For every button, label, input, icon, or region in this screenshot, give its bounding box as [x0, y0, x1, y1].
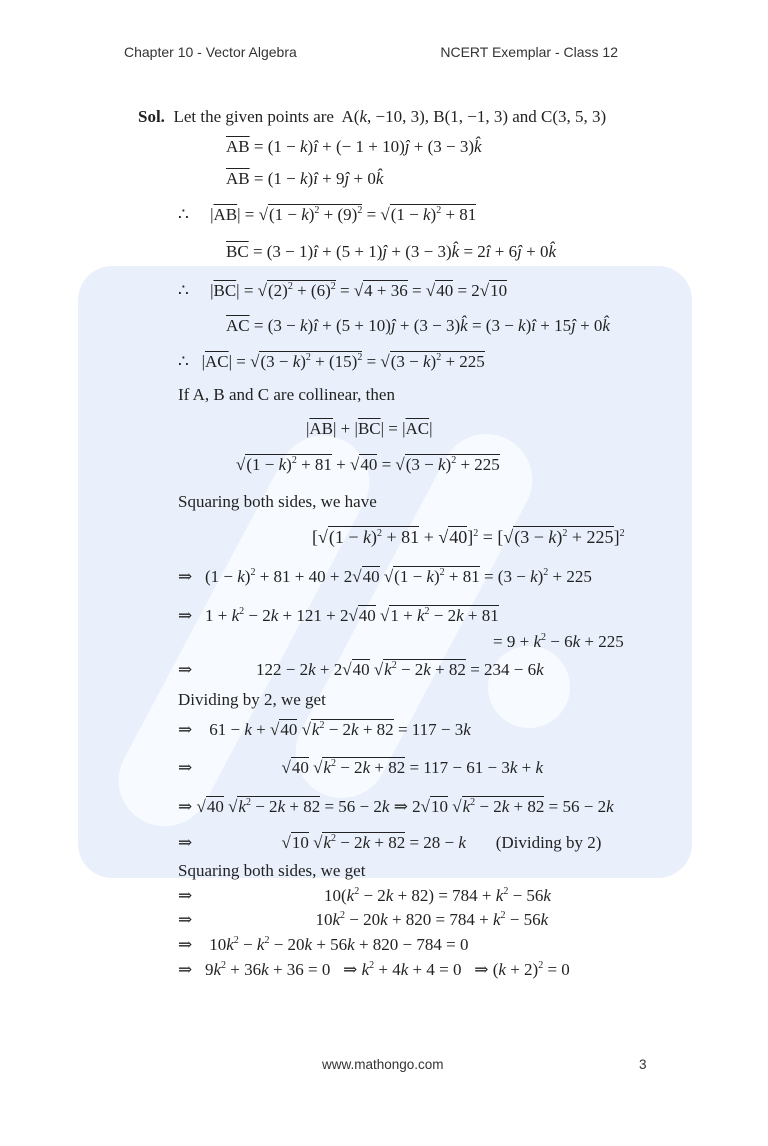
math-line: $\overline{AC} = (3$ − k)î + (5 + 10)ĵ + (3 − 3)k̂ = (3 − k)î + 15ĵ + 0k̂ [226, 316, 610, 335]
text-line: Dividing by 2, we get [178, 690, 326, 709]
math-line: ∴ $|\overline{AC}| = √(3 - k)^2 + (15)^2 = √(3 - k)^2 + 225$ [178, 352, 485, 371]
math-line: ⇒ √10 $√k^2 - 2k + 82 = 28 - k$ (Dividing by 2) [178, 833, 602, 852]
website-link[interactable]: www.mathongo.com [322, 1057, 444, 1072]
text-line: Squaring both sides, we get [178, 861, 366, 880]
math-line: ⇒ 61 − k + √40 $√k^2 - 2k + 82 = 117 - 3k$ [178, 720, 471, 739]
math-line: ⇒ $10k^2 - k^2 - 20k + 56k + 820 - 784 = 0$ [178, 935, 469, 954]
math-line: $\overline{AB} = (1$ − k)î + 9ĵ + 0k̂ [226, 169, 384, 188]
math-line: $√(1 - k)^2 + 81 + √40 = √(3 - k)^2 + 225$ [236, 455, 500, 474]
page-number: 3 [639, 1057, 647, 1072]
math-line: ⇒ 122 − 2k + 2√40 $√k^2 - 2k + 82 = 234 - 6k$ [178, 660, 544, 679]
text-line: Squaring both sides, we have [178, 492, 377, 511]
book-title: NCERT Exemplar - Class 12 [440, 44, 618, 60]
math-line: ∴ $|\overline{AB}| = √(1 - k)^2 + (9)^2 = √(1 - k)^2 + 81$ [178, 205, 477, 224]
math-line: $\overline{AB} = (1$ − k)î + (− 1 + 10)ĵ + (3 − 3)k̂ [226, 137, 482, 156]
math-line: ∴ $|\overline{BC}| = √(2)^2 + (6)^2 = √4 + 36 = √40 = 2√10$ [178, 281, 508, 300]
math-line: ⇒ √40 $√k^2 - 2k + 82 = 56 - 2k$ ⇒ 2√10 $√k^2 - 2k + 82 = 56 - 2k$ [178, 797, 614, 816]
problem-statement: Let the given points are A(k, −10, 3), B(1, −1, 3) and C(3, 5, 3) [173, 107, 607, 126]
math-line: $\overline{BC} = (3$ − 1)î + (5 + 1)ĵ + (3 − 3)k̂ = 2î + 6ĵ + 0k̂ [226, 242, 556, 261]
solution-label: Sol. [138, 107, 165, 126]
watermark-logo-dot [488, 646, 570, 728]
math-line: ⇒ $10k^2 - 20k + 820 = 784 + k^2 - 56k$ [178, 910, 549, 929]
math-line: ⇒ $10(k^2 - 2k + 82) = 784 + k^2 - 56k$ [178, 886, 551, 905]
chapter-title: Chapter 10 - Vector Algebra [124, 44, 297, 60]
math-line: = $9 + k^2 - 6k + 225$ [493, 632, 624, 651]
math-line: ⇒ $1 + k^2 - 2k + 121 + 2√40$ $√1 + k^2 - 2k + 81$ [178, 606, 499, 625]
math-line: $|\overline{AB}| + |\overline{BC}| = |\overline{AC}|$ [306, 419, 433, 438]
math-line: ⇒ $(1 - k)^2 + 81 + 40 + 2√40$ $√(1 - k)^2 + 81 = (3 - k)^2 + 225$ [178, 567, 592, 586]
text-line: If A, B and C are collinear, then [178, 385, 395, 404]
math-line: ⇒ √40 $√k^2 - 2k + 82 = 117 - 61 - 3k + k$ [178, 758, 544, 777]
math-line: $[√(1 - k)^2 + 81 + √40]^2 = [√(3 - k)^2 + 225]^2$ [312, 527, 625, 547]
math-line: ⇒ $9k^2 + 36k + 36 = 0$ ⇒ $k^2 + 4k + 4 = 0$ ⇒ $(k + 2)^2 = 0$ [178, 960, 570, 979]
